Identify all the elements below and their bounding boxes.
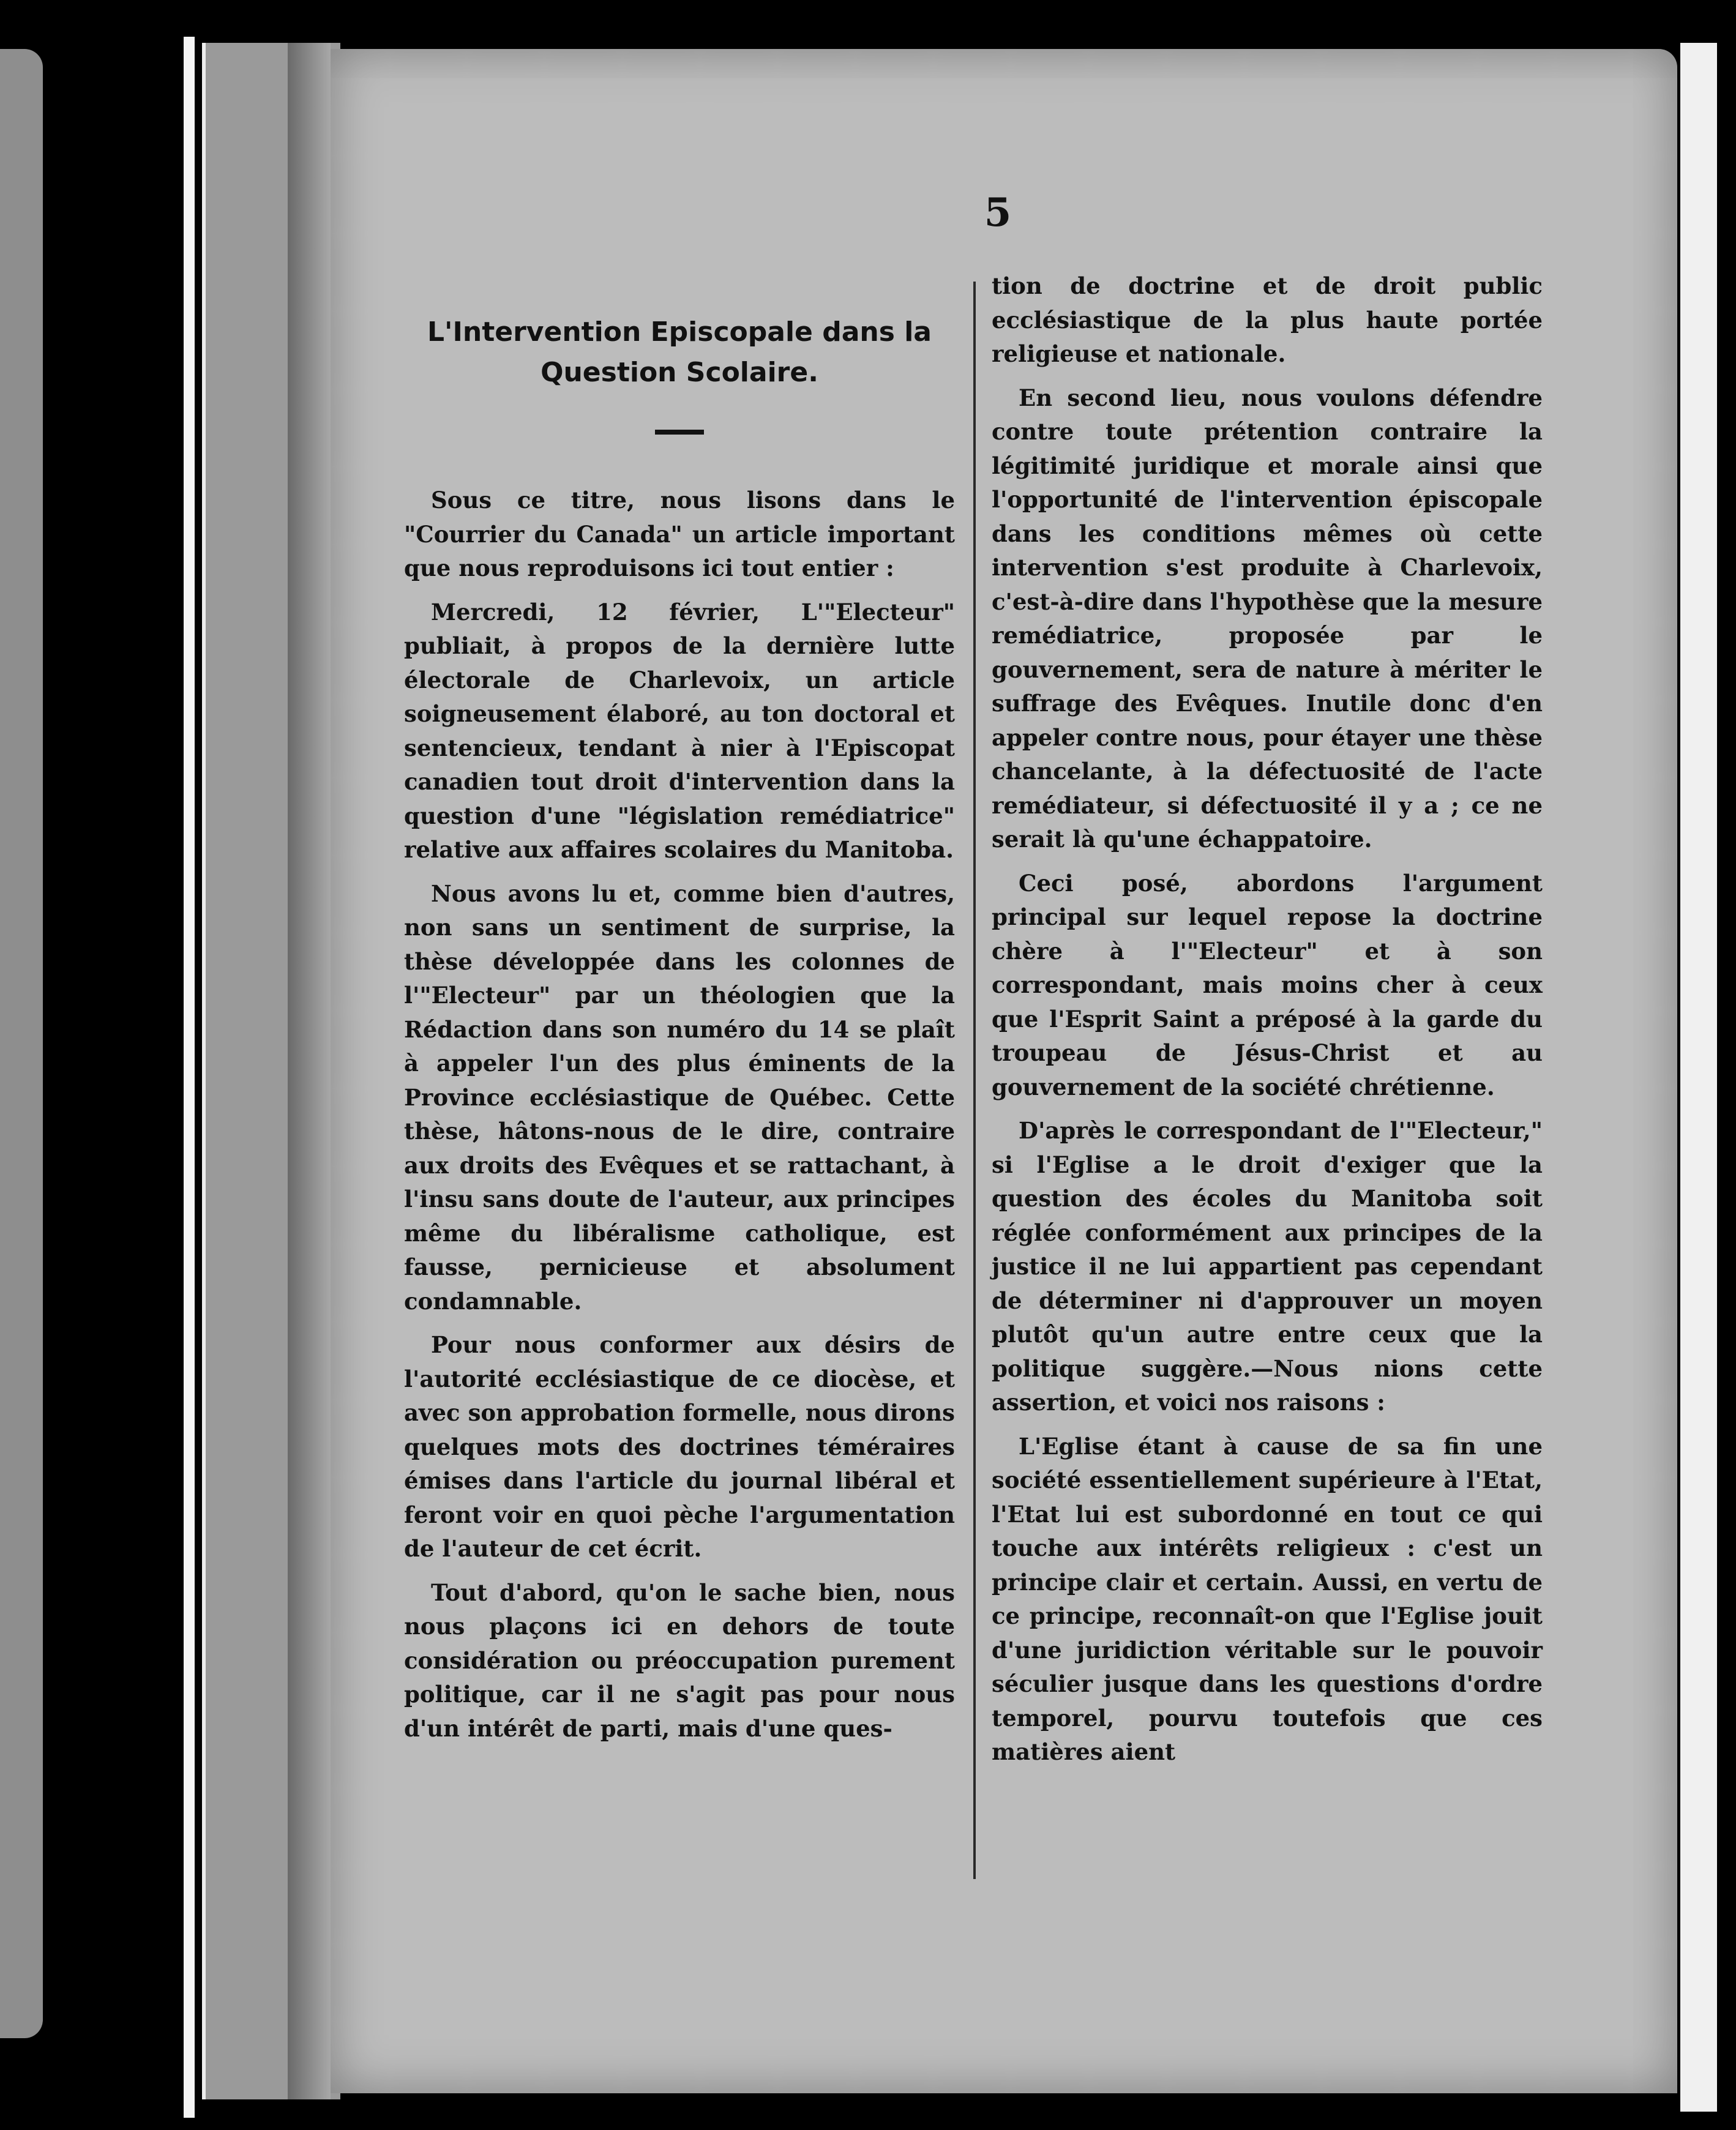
right-page-edge bbox=[1680, 43, 1717, 2112]
paragraph: Tout d'abord, qu'on le sache bien, nous nous plaçons ici en dehors de toute considération ou préoccupation purement politique, car il ne s'agit pas pour nous d'un intérêt de parti, mais d'une ques- bbox=[404, 1579, 955, 1742]
headline-dash bbox=[655, 430, 704, 435]
adjacent-page-edge bbox=[0, 49, 43, 2038]
paragraph: Sous ce titre, nous lisons dans le "Courrier du Canada" un article important que nous reproduisons ici tout entier : bbox=[404, 487, 955, 581]
paragraph: Mercredi, 12 février, L'"Electeur" publiait, à propos de la dernière lutte électorale de Charlevoix, un article soigneusement élaboré, au ton doctoral et sentencieux, tendant à nier à l'Episcopat canadien tout droit d'intervention dans la question d'une "législation remédiatrice" relative aux affaires scolaires du Manitoba. bbox=[404, 598, 955, 863]
page-number: 5 bbox=[984, 190, 1012, 236]
column-divider bbox=[973, 282, 976, 1879]
right-column bbox=[992, 269, 1543, 1779]
document-page bbox=[331, 49, 1677, 2093]
paragraph: L'Eglise étant à cause de sa fin une société essentiellement supérieure à l'Etat, l'Etat lui est subordonné en tout ce qui touche aux intérêts religieux : c'est un principe clair et certain. Aussi, en vertu de ce principe, reconnaît-on que l'Eglise jouit d'une juridiction véritable sur le pouvoir séculier jusque dans les questions d'ordre temporel, pourvu toutefois que ces matières aient bbox=[992, 1432, 1543, 1765]
paragraph-continuation: tion de doctrine et de droit public ecclésiastique de la plus haute portée religieuse et nationale. bbox=[992, 272, 1543, 367]
paragraph: D'après le correspondant de l'"Electeur," si l'Eglise a le droit d'exiger que la question des écoles du Manitoba soit réglée conformément aux principes de la justice il ne lui appartient pas cependant de déterminer ni d'approuver un moyen plutôt qu'un autre entre ceux que la politique suggère.—Nous nions cette assertion, et voici nos raisons : bbox=[992, 1117, 1543, 1416]
left-column bbox=[404, 312, 955, 1755]
gutter-strip bbox=[184, 37, 195, 2118]
paragraph: En second lieu, nous voulons défendre contre toute prétention contraire la légitimité juridique et morale ainsi que l'opportunité de l'intervention épiscopale dans les conditions mêmes où cette intervention s'est produite à Charlevoix, c'est-à-dire dans l'hypothèse que la mesure remédiatrice, proposée par le gouvernement, sera de nature à mériter le suffrage des Evêques. Inutile donc d'en appeler contre nous, pour étayer une thèse chancelante, à la défectuosité de l'acte remédiateur, si défectuosité il y a ; ce ne serait là qu'une échappatoire. bbox=[992, 384, 1543, 853]
article-headline: L'Intervention Episcopale dans la Question Scolaire. bbox=[427, 316, 932, 388]
paragraph: Ceci posé, abordons l'argument principal sur lequel repose la doctrine chère à l'"Electeur" et à son correspondant, mais moins cher à ceux que l'Esprit Saint a préposé à la garde du troupeau de Jésus-Christ et au gouvernement de la société chrétienne. bbox=[992, 869, 1543, 1100]
binding-shadow bbox=[288, 43, 331, 2099]
paragraph: Pour nous conformer aux désirs de l'autorité ecclésiastique de ce diocèse, et avec son approbation formelle, nous dirons quelques mots des doctrines téméraires émises dans l'article du journal libéral et feront voir en quoi pèche l'argumentation de l'auteur de cet écrit. bbox=[404, 1331, 955, 1562]
paragraph: Nous avons lu et, comme bien d'autres, non sans un sentiment de surprise, la thèse développée dans les colonnes de l'"Electeur" par un théologien que la Rédaction dans son numéro du 14 se plaît à appeler l'un des plus éminents de la Province ecclésiastique de Québec. Cette thèse, hâtons-nous de le dire, contraire aux droits des Evêques et se rattachant, à l'insu sans doute de l'auteur, aux principes même du libéralisme catholique, est fausse, pernicieuse et absolument condamnable. bbox=[404, 880, 955, 1315]
